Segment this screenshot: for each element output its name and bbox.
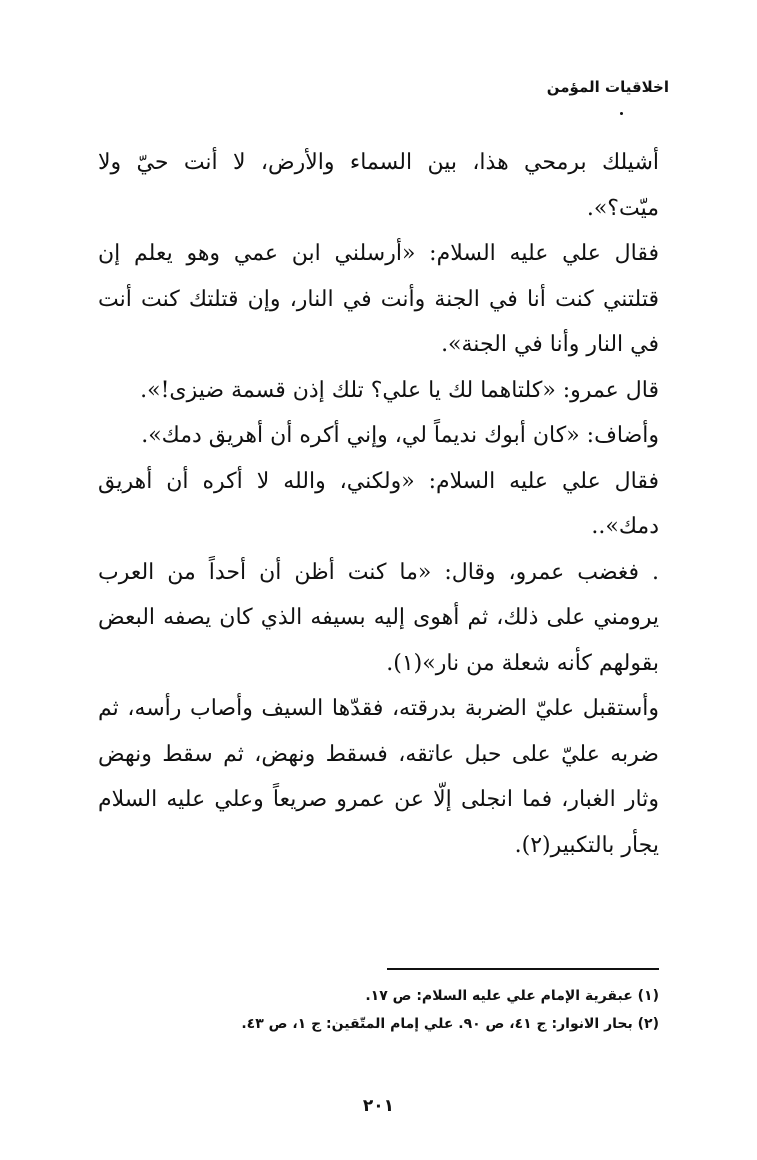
paragraph: . فغضب عمرو، وقال: «ما كنت أظن أن أحداً من العرب يرومني على ذلك، ثم أهوى إليه بسيفه الذي كان يصفه البعض بقولهم كأنه شعلة من نار»(١). <box>98 559 659 676</box>
running-header: اخلاقيات المؤمن <box>546 78 669 96</box>
paragraph: أشيلك برمحي هذا، بين السماء والأرض، لا أنت حيّ ولا ميّت؟». <box>98 150 659 221</box>
paragraph: فقال علي عليه السلام: «أرسلني ابن عمي وهو يعلم إن قتلتني كنت أنا في الجنة وأنت في النار، وإن قتلتك كنت أنت في النار وأنا في الجنة». <box>98 241 659 357</box>
paragraph: قال عمرو: «كلتاهما لك يا علي؟ تلك إذن قسمة ضيزى!». <box>140 377 659 403</box>
ink-dot <box>620 112 623 115</box>
footnote: (٢) بحار الانوار: ج ٤١، ص ٩٠. علي إمام المتّقين: ج ١، ص ٤٣. <box>241 1016 659 1032</box>
paragraph: وأستقبل عليّ الضربة بدرقته، فقدّها السيف وأصاب رأسه، ثم ضربه عليّ على حبل عاتقه، فسقط ونهض، ثم سقط ونهض وثار الغبار، فما انجلى إلّا عن عمرو صريعاً وعلي عليه السلام يجأر بالتكبير(٢). <box>98 696 659 858</box>
footnotes <box>98 982 659 1038</box>
paragraph: وأضاف: «كان أبوك نديماً لي، وإني أكره أن أهريق دمك». <box>141 423 659 448</box>
paragraph: فقال علي عليه السلام: «ولكني، والله لا أكره أن أهريق دمك».. <box>98 468 659 539</box>
footnote: (١) عبقرية الإمام علي عليه السلام: ص ١٧. <box>365 988 659 1004</box>
page-number: ٢٠١ <box>362 1096 395 1116</box>
main-text <box>98 140 659 868</box>
footnote-divider <box>387 968 659 970</box>
